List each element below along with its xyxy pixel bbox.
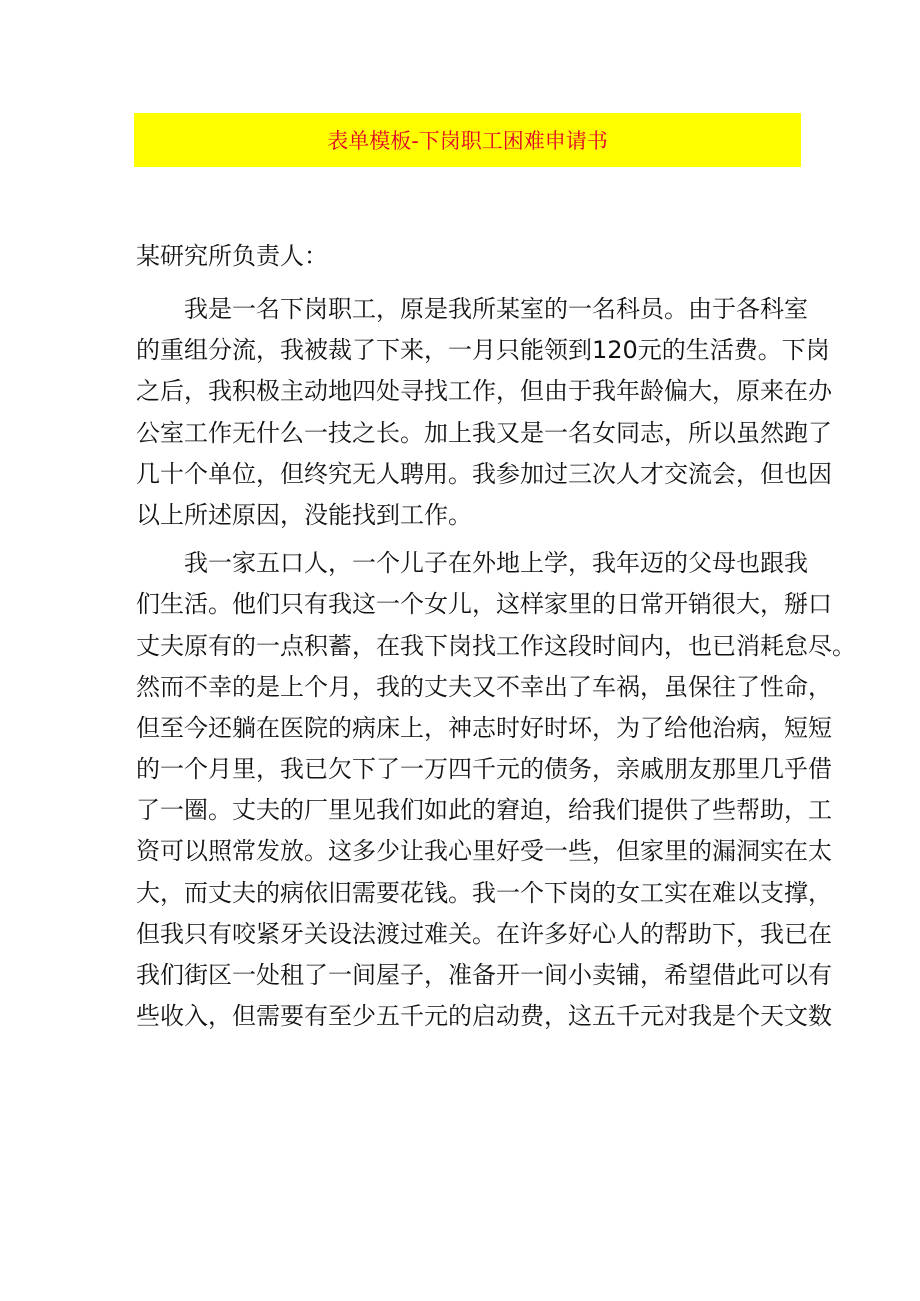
- text-line: 的重组分流，我被裁了下来，一月只能领到120元的生活费。下岗: [136, 336, 830, 365]
- text-line: 的一个月里，我已欠下了一万四千元的债务，亲戚朋友那里几乎借: [136, 755, 832, 784]
- document-title: 表单模板-下岗职工困难申请书: [327, 129, 608, 153]
- text-line: 之后，我积极主动地四处寻找工作，但由于我年龄偏大，原来在办: [136, 377, 832, 406]
- text-line: 资可以照常发放。这多少让我心里好受一些，但家里的漏洞实在太: [136, 837, 832, 866]
- text-line: 丈夫原有的一点积蓄，在我下岗找工作这段时间内，也已消耗怠尽。: [136, 631, 856, 660]
- text-line: 们生活。他们只有我这一个女儿，这样家里的日常开销很大，掰口: [136, 590, 832, 619]
- text-line: 我一家五口人，一个儿子在外地上学，我年迈的父母也跟我: [184, 549, 808, 578]
- salutation: 某研究所负责人：: [136, 242, 328, 270]
- text-line: 我们街区一处租了一间屋子，准备开一间小卖铺，希望借此可以有: [136, 961, 832, 989]
- text-line: 些收入，但需要有至少五千元的启动费，这五千元对我是个天文数: [136, 1002, 832, 1031]
- text-line: 大，而丈夫的病依旧需要花钱。我一个下岗的女工实在难以支撑，: [136, 878, 832, 907]
- text-line: 公室工作无什么一技之长。加上我又是一名女同志，所以虽然跑了: [136, 418, 832, 447]
- text-line: 但至今还躺在医院的病床上，神志时好时坏，为了给他治病，短短: [136, 713, 832, 742]
- text-line: 我是一名下岗职工，原是我所某室的一名科员。由于各科室: [184, 295, 808, 323]
- text-line: 然而不幸的是上个月，我的丈夫又不幸出了车祸，虽保往了性命，: [136, 672, 832, 701]
- paragraph-2: [136, 543, 856, 1037]
- text-line: 以上所述原因，没能找到工作。: [136, 500, 472, 529]
- text-line: 了一圈。丈夫的厂里见我们如此的窘迫，给我们提供了些帮助，工: [136, 796, 832, 825]
- text-line: 几十个单位，但终究无人聘用。我参加过三次人才交流会，但也因: [136, 459, 832, 488]
- text-line: 但我只有咬紧牙关设法渡过难关。在许多好心人的帮助下，我已在: [136, 919, 832, 948]
- letter-body: [136, 289, 856, 1037]
- title-banner: [134, 113, 801, 167]
- paragraph-gap: [136, 536, 800, 543]
- paragraph-1: [136, 289, 832, 536]
